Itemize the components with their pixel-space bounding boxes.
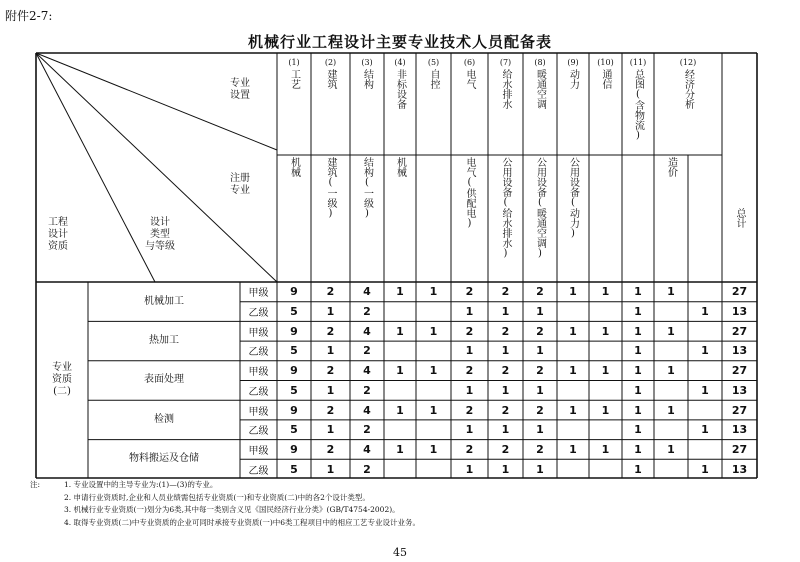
grade-label: 乙级 xyxy=(248,386,269,398)
total-value: 27 xyxy=(731,285,748,299)
staff-count: 2 xyxy=(536,324,544,338)
column-name-9: 动力 xyxy=(567,69,579,89)
staff-count: 1 xyxy=(396,364,404,378)
staff-count: 9 xyxy=(290,324,298,338)
staff-count: 2 xyxy=(326,403,335,417)
design-type-3: 表面处理 xyxy=(144,374,184,386)
staff-count: 2 xyxy=(501,324,510,338)
grade-label: 甲级 xyxy=(248,367,269,379)
grade-label: 乙级 xyxy=(248,308,269,320)
staff-count: 2 xyxy=(326,324,335,338)
column-number-12: (12) xyxy=(679,57,697,67)
registered-specialty-6: 电气(供配电) xyxy=(464,157,475,229)
staff-count: 1 xyxy=(396,403,404,417)
staff-count: 1 xyxy=(429,285,438,299)
staff-count: 1 xyxy=(569,364,577,378)
column-name-1: 工艺 xyxy=(288,69,300,89)
staff-count: 2 xyxy=(501,285,510,299)
page-number: 45 xyxy=(393,546,407,559)
staff-count: 1 xyxy=(501,462,510,476)
column-number-2: (2) xyxy=(324,57,337,67)
staff-count: 1 xyxy=(396,324,404,338)
staff-count: 1 xyxy=(634,305,642,319)
registered-specialty-1: 机械 xyxy=(288,157,300,177)
staff-count: 2 xyxy=(363,344,371,358)
grade-label: 甲级 xyxy=(248,406,269,418)
staff-count: 2 xyxy=(536,403,544,417)
corner-registered-specialty: 注册 专业 xyxy=(230,173,250,196)
staff-count: 4 xyxy=(363,442,371,456)
staff-count: 5 xyxy=(290,423,298,437)
staff-count: 2 xyxy=(363,462,371,476)
column-number-3: (3) xyxy=(361,57,373,67)
staff-count: 1 xyxy=(634,462,642,476)
qualification-label: 专业 资质 (二) xyxy=(52,362,72,397)
column-name-2: 建筑 xyxy=(325,69,336,89)
staff-count: 1 xyxy=(601,442,610,456)
corner-specialty-setting: 专业 设置 xyxy=(230,78,250,101)
design-type-4: 检测 xyxy=(154,413,174,425)
staff-count: 2 xyxy=(465,364,474,378)
staff-count: 1 xyxy=(536,423,544,437)
grade-label: 甲级 xyxy=(248,288,269,300)
corner-qualification: 工程 设计 资质 xyxy=(48,217,68,252)
total-value: 13 xyxy=(731,305,748,319)
staff-count: 9 xyxy=(290,285,298,299)
staff-count: 4 xyxy=(363,364,371,378)
column-number-1: (1) xyxy=(288,57,300,67)
staff-count: 1 xyxy=(701,305,709,319)
staff-count: 5 xyxy=(290,344,298,358)
staff-count: 1 xyxy=(701,344,709,358)
staff-count: 1 xyxy=(569,442,577,456)
registered-specialty-12: 造价 xyxy=(665,157,677,177)
table-title: 机械行业工程设计主要专业技术人员配备表 xyxy=(247,33,552,51)
column-number-11: (11) xyxy=(629,57,647,67)
staff-count: 2 xyxy=(501,403,510,417)
staff-count: 2 xyxy=(501,364,510,378)
column-name-10: 通信 xyxy=(600,69,611,89)
design-type-5: 物料搬运及仓储 xyxy=(129,453,199,465)
staff-count: 2 xyxy=(363,383,371,397)
staff-count: 1 xyxy=(465,344,474,358)
grade-label: 乙级 xyxy=(248,347,269,359)
column-name-4: 非标设备 xyxy=(394,69,406,109)
staff-count: 2 xyxy=(501,442,510,456)
staff-count: 1 xyxy=(634,383,642,397)
column-name-7: 给水排水 xyxy=(500,69,511,109)
staff-count: 1 xyxy=(501,423,510,437)
staff-count: 1 xyxy=(536,305,544,319)
staff-count: 1 xyxy=(429,403,438,417)
staff-count: 1 xyxy=(465,383,474,397)
staff-count: 1 xyxy=(634,364,642,378)
column-number-8: (8) xyxy=(534,57,546,67)
registered-specialty-3: 结构(一级) xyxy=(361,157,373,219)
staff-count: 1 xyxy=(501,344,510,358)
column-name-3: 结构 xyxy=(361,69,373,89)
staff-count: 1 xyxy=(429,364,438,378)
staff-count: 2 xyxy=(465,403,474,417)
staff-count: 1 xyxy=(326,344,335,358)
grade-label: 甲级 xyxy=(248,327,269,339)
total-value: 13 xyxy=(731,383,748,397)
staff-count: 1 xyxy=(601,285,610,299)
staff-count: 1 xyxy=(667,442,675,456)
staff-count: 2 xyxy=(536,364,544,378)
grade-label: 甲级 xyxy=(248,445,269,457)
staff-count: 1 xyxy=(634,285,642,299)
column-number-5: (5) xyxy=(427,57,440,67)
staff-count: 1 xyxy=(536,344,544,358)
staff-count: 1 xyxy=(326,305,335,319)
design-type-2: 热加工 xyxy=(149,335,179,347)
total-value: 27 xyxy=(731,364,748,378)
column-name-12: 经济分析 xyxy=(682,69,694,109)
registered-specialty-8: 公用设备(暖通空调) xyxy=(534,157,546,259)
staff-count: 1 xyxy=(465,423,474,437)
staff-count: 9 xyxy=(290,442,298,456)
note-2: 2. 申请行业资质时,企业和人员业绩需包括专业资质(一)和专业资质(二)中的各2个设计类型。 xyxy=(64,492,370,502)
total-value: 27 xyxy=(731,442,748,456)
corner-design-type: 设计 类型 与等级 xyxy=(145,217,175,252)
note-4: 4. 取得专业资质(二)中专业资质的企业可同时承接专业资质(一)中6类工程项目中的相应工艺专业设计业务。 xyxy=(64,517,421,527)
staff-count: 1 xyxy=(465,462,474,476)
staff-count: 1 xyxy=(569,403,577,417)
staff-count: 9 xyxy=(290,364,298,378)
staff-count: 1 xyxy=(634,324,642,338)
staff-count: 1 xyxy=(634,423,642,437)
staff-count: 1 xyxy=(601,324,610,338)
column-name-6: 电气 xyxy=(464,69,475,89)
column-name-5: 自控 xyxy=(428,69,439,89)
staff-count: 1 xyxy=(601,403,610,417)
staff-count: 1 xyxy=(634,344,642,358)
registered-specialty-4: 机械 xyxy=(394,157,406,177)
staff-count: 5 xyxy=(290,383,298,397)
grade-label: 乙级 xyxy=(248,465,269,477)
staff-count: 5 xyxy=(290,462,298,476)
staff-count: 1 xyxy=(701,383,709,397)
staff-count: 2 xyxy=(326,285,335,299)
attachment-label: 附件2-7: xyxy=(5,9,53,23)
design-type-1: 机械加工 xyxy=(144,295,184,307)
staff-count: 1 xyxy=(667,324,675,338)
staff-count: 1 xyxy=(501,305,510,319)
staff-count: 1 xyxy=(569,285,577,299)
staff-count: 1 xyxy=(429,442,438,456)
staff-count: 1 xyxy=(429,324,438,338)
staff-count: 1 xyxy=(634,403,642,417)
staff-count: 1 xyxy=(396,442,404,456)
staff-count: 1 xyxy=(536,383,544,397)
staff-count: 4 xyxy=(363,324,371,338)
staff-count: 2 xyxy=(465,324,474,338)
staff-count: 4 xyxy=(363,285,371,299)
staff-count: 2 xyxy=(465,442,474,456)
total-value: 27 xyxy=(731,403,748,417)
grade-label: 乙级 xyxy=(248,426,269,438)
total-value: 13 xyxy=(731,344,748,358)
staff-count: 1 xyxy=(701,423,709,437)
staff-count: 1 xyxy=(601,364,610,378)
staff-count: 2 xyxy=(326,364,335,378)
staff-count: 1 xyxy=(536,462,544,476)
column-number-4: (4) xyxy=(394,57,406,67)
staff-count: 2 xyxy=(536,442,544,456)
column-name-11: 总图(含物流) xyxy=(632,69,644,141)
registered-specialty-9: 公用设备(动力) xyxy=(567,157,579,239)
registered-specialty-2: 建筑(一级) xyxy=(325,157,336,219)
notes-section xyxy=(30,479,421,529)
column-name-8: 暖通空调 xyxy=(534,69,546,109)
staff-count: 1 xyxy=(326,423,335,437)
staff-count: 1 xyxy=(326,383,335,397)
total-header: 总计 xyxy=(734,207,745,228)
staff-count: 1 xyxy=(667,285,675,299)
column-number-7: (7) xyxy=(499,57,512,67)
staff-count: 1 xyxy=(569,324,577,338)
total-value: 27 xyxy=(731,324,748,338)
note-3: 3. 机械行业专业资质(一)划分为6类,其中每一类别含义见《国民经济行业分类》(GB/T4754-2002)。 xyxy=(64,505,400,514)
staff-count: 1 xyxy=(667,364,675,378)
notes-label: 注: xyxy=(30,480,41,489)
staff-count: 1 xyxy=(701,462,709,476)
note-1: 1. 专业设置中的主导专业为:(1)—(3)的专业。 xyxy=(64,480,218,489)
column-number-9: (9) xyxy=(567,57,579,67)
staff-count: 9 xyxy=(290,403,298,417)
staff-count: 1 xyxy=(667,403,675,417)
staff-count: 2 xyxy=(536,285,544,299)
staff-count: 2 xyxy=(465,285,474,299)
staff-count: 1 xyxy=(396,285,404,299)
column-number-6: (6) xyxy=(463,57,476,67)
staff-count: 4 xyxy=(363,403,371,417)
staff-count: 2 xyxy=(363,305,371,319)
staff-count: 1 xyxy=(501,383,510,397)
staff-count: 1 xyxy=(465,305,474,319)
staff-count: 1 xyxy=(634,442,642,456)
total-value: 13 xyxy=(731,462,748,476)
staff-count: 2 xyxy=(326,442,335,456)
staff-count: 5 xyxy=(290,305,298,319)
staff-count: 1 xyxy=(326,462,335,476)
staff-count: 2 xyxy=(363,423,371,437)
registered-specialty-7: 公用设备(给水排水) xyxy=(500,157,511,259)
total-value: 13 xyxy=(731,423,748,437)
column-number-10: (10) xyxy=(597,57,614,67)
